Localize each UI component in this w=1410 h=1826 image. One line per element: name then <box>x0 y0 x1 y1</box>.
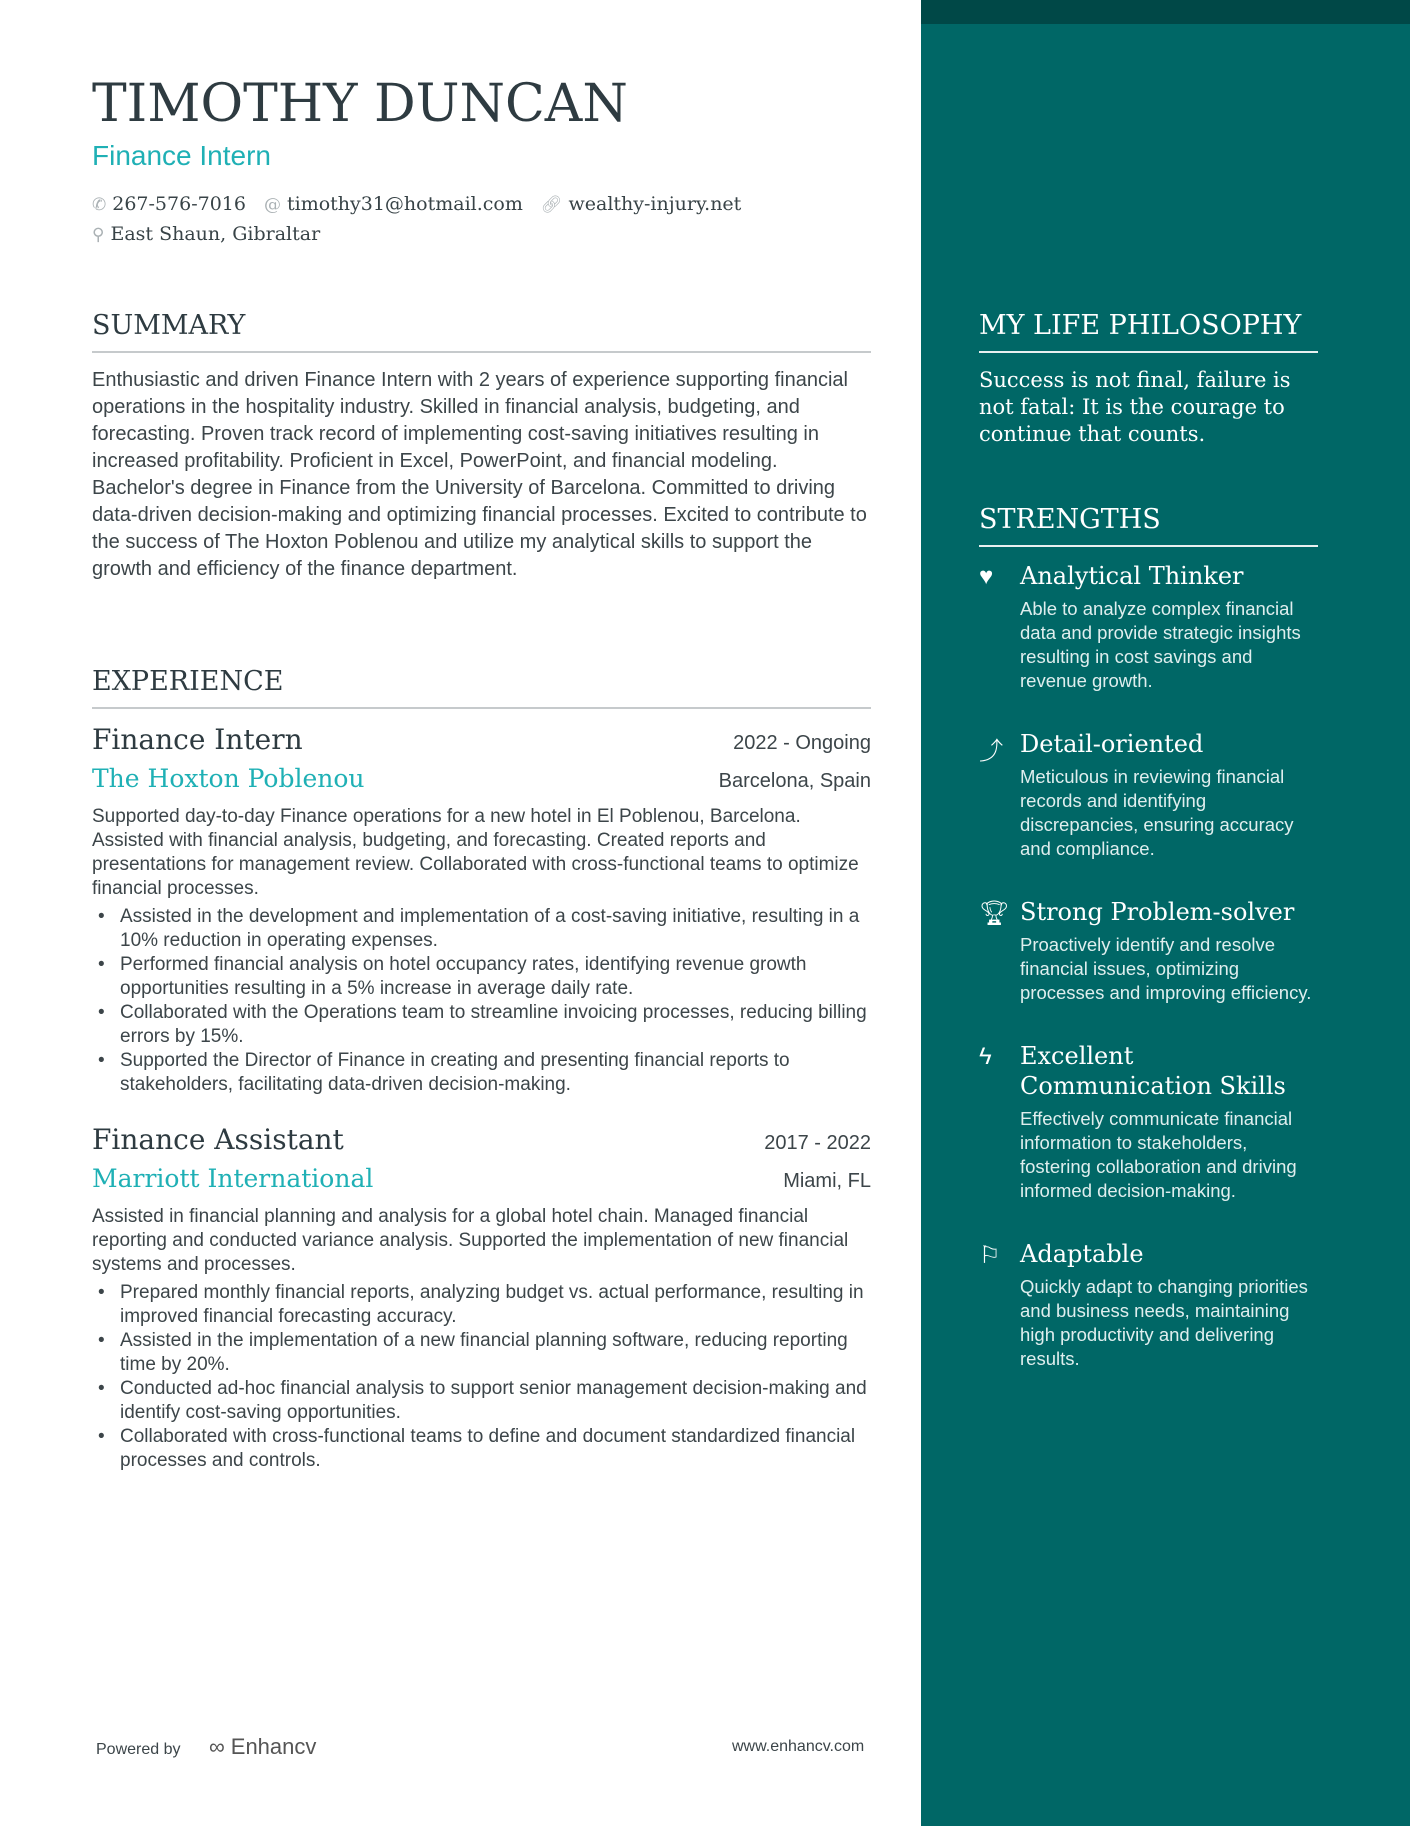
summary-section <box>92 310 871 583</box>
job-location: Barcelona, Spain <box>718 770 871 792</box>
strength-text: Proactively identify and resolve financial issues, optimizing processes and improving efficiency. <box>1020 934 1312 1003</box>
footer-url[interactable]: www.enhancv.com <box>732 1738 865 1755</box>
email-link[interactable]: timothy31@hotmail.com <box>286 193 523 215</box>
sidebar-top-strip <box>921 0 1410 24</box>
strength-text: Quickly adapt to changing priorities and business needs, maintaining high productivity and delivering results. <box>1020 1276 1308 1369</box>
job-title: Finance Intern <box>92 723 303 756</box>
philosophy-heading: MY LIFE PHILOSOPHY <box>979 310 1318 353</box>
route-icon: ⤴ <box>979 738 1003 765</box>
job-description: Assisted in financial planning and analysis for a global hotel chain. Managed financial reporting and conducted variance analysis. Supported the implementation of new financial systems and processes. <box>92 1206 849 1275</box>
strengths-heading: STRENGTHS <box>979 504 1318 547</box>
strength-item <box>979 561 1318 715</box>
link-icon: 🔗︎ <box>540 195 563 215</box>
summary-heading: SUMMARY <box>92 310 871 353</box>
heart-icon: ♥ <box>979 563 994 590</box>
experience-section <box>92 666 871 1473</box>
strength-title: Adaptable <box>1020 1240 1144 1268</box>
website-link[interactable]: wealthy-injury.net <box>568 193 742 215</box>
strength-title: Strong Problem-solver <box>1020 898 1295 926</box>
job-entry <box>92 1123 871 1473</box>
job-bullet: • Collaborated with the Operations team to streamline invoicing processes, reducing billing errors by 15%. <box>92 1001 871 1049</box>
job-bullet: • Prepared monthly financial reports, analyzing budget vs. actual performance, resulting in improved financial forecasting accuracy. <box>92 1281 871 1329</box>
experience-heading: EXPERIENCE <box>92 666 871 709</box>
flag-icon: ⚐ <box>979 1242 1001 1269</box>
job-dates: 2022 - Ongoing <box>733 732 871 754</box>
job-description: Supported day-to-day Finance operations for a new hotel in El Poblenou, Barcelona. Assisted with financial analysis, budgeting, and forecasting. Created reports and presentations for management review. Collaborated with cross-functional teams to optimize financial processes. <box>92 806 859 899</box>
at-icon: @ <box>263 195 281 215</box>
job-company: Marriott International <box>92 1164 374 1193</box>
trophy-icon: 🏆︎ <box>979 900 1010 927</box>
enhancv-logo[interactable] <box>209 1734 316 1759</box>
location-row <box>92 223 320 245</box>
strength-text: Meticulous in reviewing financial records and identifying discrepancies, ensuring accuracy and compliance. <box>1020 766 1294 859</box>
job-bullets <box>92 905 871 1097</box>
strength-title: Excellent Communication Skills <box>1020 1042 1286 1100</box>
job-company: The Hoxton Poblenou <box>92 764 365 793</box>
phone-text: 267-576-7016 <box>112 193 246 215</box>
strength-item <box>979 897 1318 1027</box>
contact-row <box>92 193 741 215</box>
powered-by <box>96 1734 316 1760</box>
strength-title: Detail-oriented <box>1020 730 1204 758</box>
strengths-section <box>979 504 1318 1393</box>
strength-item <box>979 729 1318 883</box>
job-bullet: • Collaborated with cross-functional teams to define and document standardized financial processes and controls. <box>92 1425 871 1473</box>
job-bullet: • Assisted in the implementation of a new financial planning software, reducing reporting time by 20%. <box>92 1329 871 1377</box>
job-bullet: • Performed financial analysis on hotel occupancy rates, identifying revenue growth opportunities resulting in a 5% increase in average daily rate. <box>92 953 871 1001</box>
powered-by-text: Powered by <box>96 1741 181 1758</box>
enhancv-logo-icon: ∞ <box>208 1734 225 1759</box>
philosophy-section <box>979 310 1318 448</box>
location-text: East Shaun, Gibraltar <box>110 223 321 245</box>
strength-item <box>979 1041 1318 1225</box>
phone <box>92 193 246 215</box>
phone-icon: ✆ <box>92 195 107 215</box>
philosophy-quote: Success is not final, failure is not fatal: It is the courage to continue that counts. <box>979 368 1291 446</box>
job-title: Finance Assistant <box>92 1123 344 1156</box>
strength-item <box>979 1239 1318 1393</box>
enhancv-brand: Enhancv <box>230 1734 317 1759</box>
website[interactable] <box>541 193 741 215</box>
summary-text: Enthusiastic and driven Finance Intern with 2 years of experience supporting financial operations in the hospitality industry. Skilled in financial analysis, budgeting, and forecasting. Proven track record of implementing cost-saving initiatives resulting in increased profitability. Proficient in Excel, PowerPoint, and financial modeling. Bachelor's degree in Finance from the University of Barcelona. Committed to driving data-driven decision-making and optimizing financial processes. Excited to contribute to the success of The Hoxton Poblenou and utilize my analytical skills to support the growth and efficiency of the finance department. <box>92 369 867 580</box>
job-location: Miami, FL <box>783 1170 871 1192</box>
email[interactable] <box>264 193 523 215</box>
job-bullet: • Assisted in the development and implementation of a cost-saving initiative, resulting in a 10% reduction in operating expenses. <box>92 905 871 953</box>
strength-text: Able to analyze complex financial data and provide strategic insights resulting in cost savings and revenue growth. <box>1020 598 1301 691</box>
strength-text: Effectively communicate financial information to stakeholders, fostering collaboration and driving informed decision-making. <box>1020 1108 1297 1201</box>
candidate-title: Finance Intern <box>92 140 271 171</box>
job-entry <box>92 723 871 1097</box>
job-dates: 2017 - 2022 <box>764 1132 871 1154</box>
bolt-icon: ϟ <box>979 1043 992 1070</box>
job-bullets <box>92 1281 871 1473</box>
location-pin-icon: ⚲ <box>92 225 105 245</box>
strength-title: Analytical Thinker <box>1020 562 1244 590</box>
job-bullet: • Supported the Director of Finance in creating and presenting financial reports to stakeholders, facilitating data-driven decision-making. <box>92 1049 871 1097</box>
candidate-name: TIMOTHY DUNCAN <box>92 74 628 134</box>
job-bullet: • Conducted ad-hoc financial analysis to support senior management decision-making and identify cost-saving opportunities. <box>92 1377 871 1425</box>
